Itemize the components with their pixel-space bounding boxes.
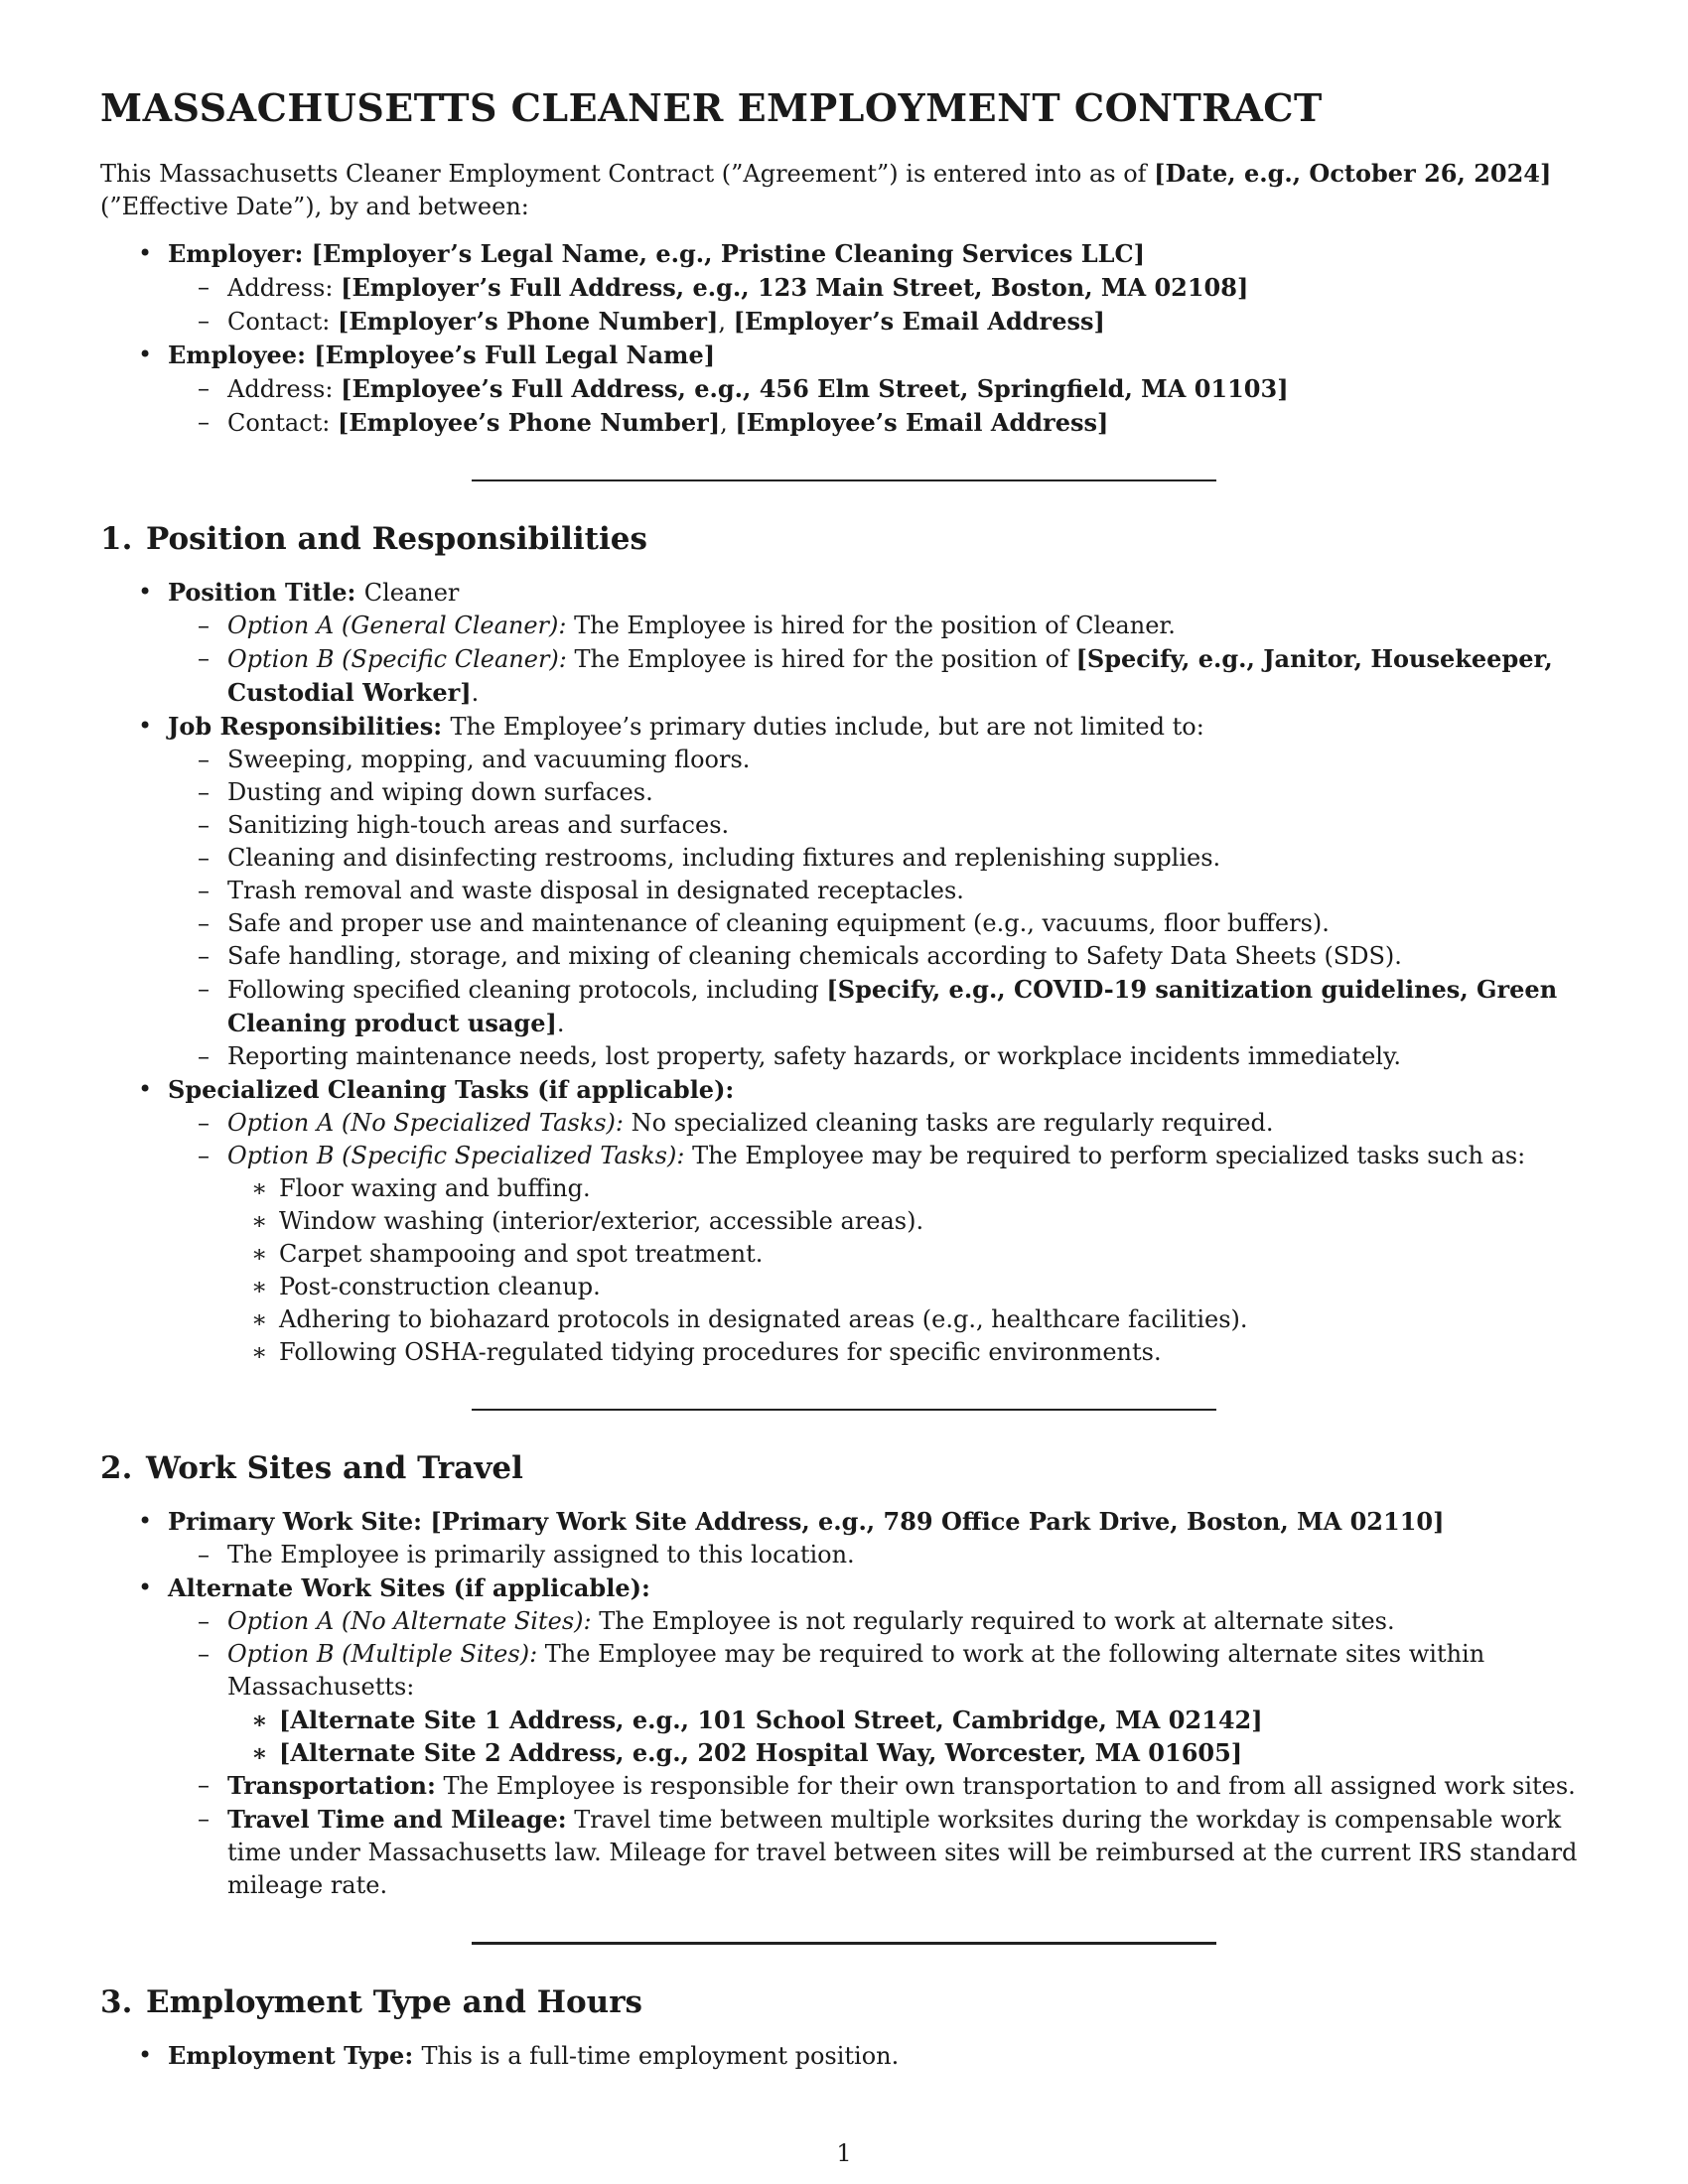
job-responsibilities-item: • Job Responsibilities: The Employee’s primary duties include, but are not limited to: – Sweeping, mopping, and vacuuming floors. – Dusting and wiping down surfaces. – Sanitizing high-touch areas and surfaces. – Cleaning and disinfecting restrooms, including fixtures and replenishing supplies. – Trash removal and waste disposal in designated receptacles. – Safe and proper use and maintenance of cleaning equipment (e.g., vacuums, floor buffers). – Safe handling, storage, and mixing of cleaning chemicals according to Safety Data Sheets (SDS). – Following specified cleaning protocols, including [Specify, e.g., COVID-19 sanitization guidelines, Green Cleaning product usage]. – Reporting maintenance needs, lost property, safety hazards, or workplace incidents immediately. [100, 710, 1590, 1073]
position-title-item [100, 576, 1590, 710]
alternate-option-b: – Option B (Multiple Sites): The Employee may be required to work at the following alternate sites within Massachusetts: ∗ [Alternate Site 1 Address, e.g., 101 School Street, Cambridge, MA 02142] ∗ [Alternate Site 2 Address, e.g., 202 Hospital Way, Worcester, MA 01605] [168, 1638, 1590, 1769]
parties-list [100, 237, 1590, 440]
transportation-item: – Transportation: The Employee is responsible for their own transportation to and from all assigned work sites. [168, 1769, 1590, 1803]
effective-date-placeholder: [Date, e.g., October 26, 2024] [1154, 158, 1552, 188]
employee-address: [Employee’s Full Address, e.g., 456 Elm Street, Springfield, MA 01103] [341, 373, 1289, 403]
specialized-task-item: ∗ Carpet shampooing and spot treatment. [227, 1238, 1590, 1271]
employer-item [100, 237, 1590, 339]
document-title: MASSACHUSETTS CLEANER EMPLOYMENT CONTRACT [100, 85, 1323, 130]
specialized-option-a: – Option A (No Specialized Tasks): No specialized cleaning tasks are regularly required. [168, 1107, 1590, 1140]
duty-item: – Safe and proper use and maintenance of cleaning equipment (e.g., vacuums, floor buffers). [168, 907, 1590, 940]
employee-address-label: Address: [227, 374, 342, 403]
primary-work-site-label: Primary Work Site: [168, 1506, 431, 1536]
specialized-task-item: ∗ Window washing (interior/exterior, accessible areas). [227, 1205, 1590, 1238]
position-option-b: – Option B (Specific Cleaner): The Employee is hired for the position of [Specify, e.g., Janitor, Housekeeper, Custodial Worker]. [168, 642, 1590, 710]
duty-item-protocols: – Following specified cleaning protocols, including [Specify, e.g., COVID-19 sanitization guidelines, Green Cleaning product usage]. [168, 973, 1590, 1040]
intro-paragraph [100, 157, 1590, 223]
primary-work-site-note: – The Employee is primarily assigned to this location. [168, 1539, 1590, 1571]
employee-label: Employee: [168, 340, 315, 369]
section-1-number: 1. [100, 520, 133, 557]
section-divider [472, 479, 1216, 481]
duty-item: – Trash removal and waste disposal in designated receptacles. [168, 875, 1590, 907]
intro-text-2: (”Effective Date”), by and between: [100, 192, 529, 220]
duties-list [227, 744, 1590, 1073]
section-1-title: Position and Responsibilities [146, 520, 647, 557]
duty-item: – Reporting maintenance needs, lost property, safety hazards, or workplace incidents immediately. [168, 1040, 1590, 1073]
employer-address: [Employer’s Full Address, e.g., 123 Main Street, Boston, MA 02108] [341, 272, 1249, 302]
section-3-number: 3. [100, 1983, 133, 2020]
section-2-heading [100, 1450, 1590, 1487]
section-1-heading [100, 521, 1590, 558]
primary-work-site-value: [Primary Work Site Address, e.g., 789 Office Park Drive, Boston, MA 02110] [430, 1506, 1445, 1536]
alternate-site-item: ∗ [Alternate Site 2 Address, e.g., 202 Hospital Way, Worcester, MA 01605] [227, 1736, 1590, 1769]
position-title-label: Position Title: [168, 577, 364, 607]
employee-phone: [Employee’s Phone Number] [338, 407, 721, 437]
employee-address-item [168, 372, 1590, 406]
primary-work-site-item [100, 1505, 1590, 1571]
specialized-tasks-item [100, 1073, 1590, 1369]
employee-name: [Employee’s Full Legal Name] [314, 340, 716, 369]
employer-name: [Employer’s Legal Name, e.g., Pristine Cleaning Services LLC] [311, 238, 1145, 268]
section-1-list [100, 576, 1590, 1369]
section-2-title: Work Sites and Travel [146, 1449, 523, 1486]
employee-item [100, 339, 1590, 440]
duty-item: – Safe handling, storage, and mixing of cleaning chemicals according to Safety Data Sheets (SDS). [168, 940, 1590, 973]
duty-item: – Sweeping, mopping, and vacuuming floors. [168, 744, 1590, 776]
section-2-number: 2. [100, 1449, 133, 1486]
employee-contact-item [168, 406, 1590, 440]
duty-item: – Dusting and wiping down surfaces. [168, 776, 1590, 809]
section-3-list [100, 2039, 1590, 2073]
alternate-sites-label: Alternate Work Sites (if applicable): [168, 1572, 650, 1602]
specialized-option-b: – Option B (Specific Specialized Tasks): The Employee may be required to perform specialized tasks such as: ∗ Floor waxing and buffing. ∗ Window washing (interior/exterior, accessible areas). ∗ Carpet shampooing and spot treatment. ∗ Post-construction cleanup. ∗ Adhering to biohazard protocols in designated areas (e.g., healthcare facilities). ∗ Following OSHA-regulated tidying procedures for specific environments. [168, 1140, 1590, 1369]
alternate-sites-item [100, 1571, 1590, 1902]
employment-type-item: • Employment Type: This is a full-time employment position. [100, 2039, 1590, 2073]
employee-contact-label: Contact: [227, 408, 339, 437]
position-option-a: – Option A (General Cleaner): The Employee is hired for the position of Cleaner. [168, 610, 1590, 642]
employer-email: [Employer’s Email Address] [733, 306, 1105, 336]
specialized-task-item: ∗ Adhering to biohazard protocols in designated areas (e.g., healthcare facilities). [227, 1303, 1590, 1336]
specialized-tasks-list [227, 1172, 1590, 1369]
alternate-site-item: ∗ [Alternate Site 1 Address, e.g., 101 School Street, Cambridge, MA 02142] [227, 1704, 1590, 1736]
position-title-value: Cleaner [363, 578, 460, 607]
employer-contact-label: Contact: [227, 307, 339, 336]
section-3-title: Employment Type and Hours [146, 1983, 642, 2020]
specialized-tasks-label: Specialized Cleaning Tasks (if applicable): [168, 1074, 735, 1104]
specialized-task-item: ∗ Floor waxing and buffing. [227, 1172, 1590, 1205]
intro-text-1: This Massachusetts Cleaner Employment Contract (”Agreement”) is entered into as of [100, 159, 1155, 188]
alternate-option-a: – Option A (No Alternate Sites): The Employee is not regularly required to work at alternate sites. [168, 1605, 1590, 1638]
employer-phone: [Employer’s Phone Number] [338, 306, 719, 336]
employer-contact-item [168, 305, 1590, 339]
section-divider [472, 1409, 1216, 1411]
contact-separator: , [720, 408, 736, 437]
section-2-list [100, 1505, 1590, 1902]
contact-separator: , [718, 307, 734, 336]
specialized-task-item: ∗ Following OSHA-regulated tidying procedures for specific environments. [227, 1336, 1590, 1369]
job-responsibilities-label: Job Responsibilities: [168, 711, 451, 741]
page-number: 1 [836, 2139, 852, 2167]
travel-time-item: – Travel Time and Mileage: Travel time between multiple worksites during the workday is compensable work time under Massachusetts law. Mileage for travel between sites will be reimbursed at the current IRS standard mileage rate. [168, 1803, 1590, 1902]
alternate-sites-list [227, 1704, 1590, 1769]
specialized-task-item: ∗ Post-construction cleanup. [227, 1271, 1590, 1303]
section-divider [472, 1942, 1216, 1945]
employer-address-item [168, 271, 1590, 305]
document-body [100, 85, 1590, 2073]
duty-item: – Sanitizing high-touch areas and surfaces. [168, 809, 1590, 842]
section-3-heading [100, 1984, 1590, 2021]
duty-item: – Cleaning and disinfecting restrooms, including fixtures and replenishing supplies. [168, 842, 1590, 875]
employer-label: Employer: [168, 238, 312, 268]
employment-type-label: Employment Type: [168, 2041, 422, 2071]
employer-address-label: Address: [227, 273, 342, 302]
employee-email: [Employee’s Email Address] [735, 407, 1109, 437]
